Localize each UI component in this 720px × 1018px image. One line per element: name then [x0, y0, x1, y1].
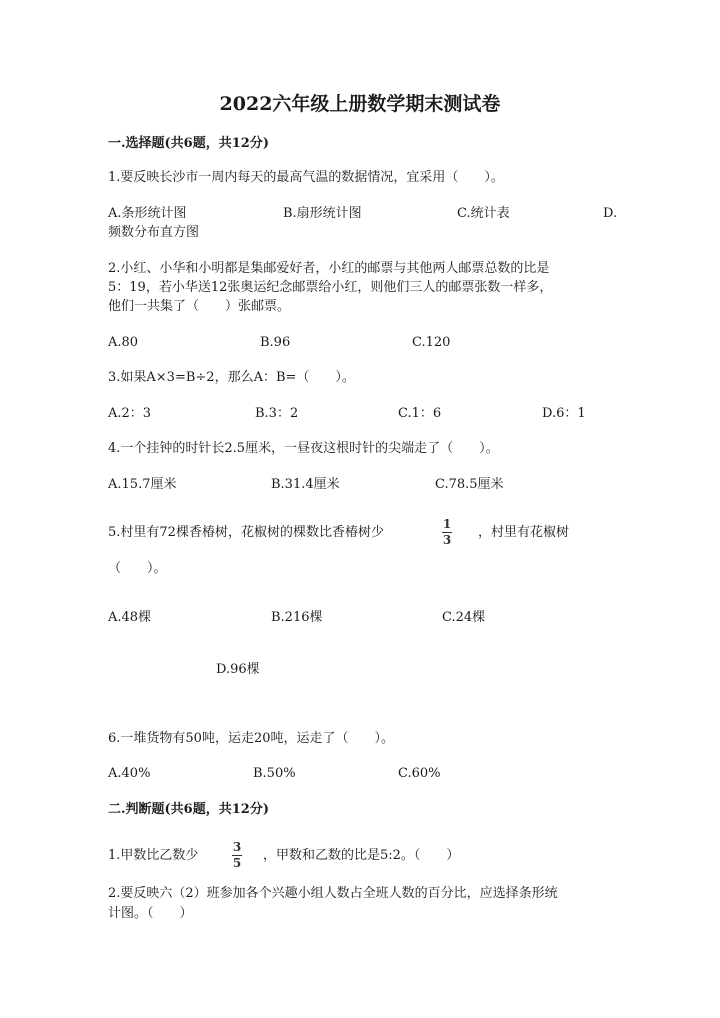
fraction-one-third — [442, 518, 452, 547]
q2-option-b: B.96 — [260, 335, 291, 350]
question-6-text: 6.一堆货物有50吨，运走20吨，运走了（ ）。 — [108, 731, 394, 746]
question-5-text-before: 5.村里有72棵香椿树，花椒树的棵数比香椿树少 — [108, 525, 384, 540]
q4-option-a: A.15.7厘米 — [108, 477, 177, 492]
q1-option-a: A.条形统计图 — [108, 206, 187, 221]
section-1-heading: 一.选择题(共6题，共12分) — [108, 136, 269, 151]
q3-option-d: D.6：1 — [542, 406, 586, 421]
question-3-text: 3.如果A×3=B÷2，那么A：B=（ ）。 — [108, 370, 355, 385]
judge-question-1-text-after: ，甲数和乙数的比是5:2。（ ） — [263, 848, 460, 863]
q1-option-d-text: 频数分布直方图 — [108, 225, 200, 240]
fraction-numerator: 3 — [232, 840, 242, 854]
fraction-denominator: 5 — [232, 856, 242, 870]
q2-option-a: A.80 — [108, 335, 139, 350]
judge-question-2-line-1: 2.要反映六（2）班参加各个兴趣小组人数占全班人数的百分比，应选择条形统 — [108, 886, 558, 901]
question-4-text: 4.一个挂钟的时针长2.5厘米，一昼夜这根时针的尖端走了（ ）。 — [108, 441, 499, 456]
q6-option-b: B.50% — [253, 766, 296, 781]
q5-option-b: B.216棵 — [271, 610, 323, 625]
fraction-numerator: 1 — [442, 517, 452, 531]
question-5-line-2: （ ）。 — [108, 561, 167, 576]
q6-option-c: C.60% — [398, 766, 441, 781]
q5-option-a: A.48棵 — [108, 610, 152, 625]
q5-option-d: D.96棵 — [216, 662, 260, 677]
q6-option-a: A.40% — [108, 766, 151, 781]
question-2-line-3: 他们一共集了（ ）张邮票。 — [108, 299, 291, 314]
question-2-line-2: 5：19，若小华送12张奥运纪念邮票给小红，则他们三人的邮票张数一样多， — [108, 280, 553, 295]
judge-question-1-text-before: 1.甲数比乙数少 — [108, 848, 199, 863]
q3-option-c: C.1：6 — [398, 406, 442, 421]
q1-option-d: D. — [603, 206, 618, 221]
q3-option-b: B.3：2 — [255, 406, 299, 421]
fraction-denominator: 3 — [442, 533, 452, 547]
q1-option-c: C.统计表 — [457, 206, 510, 221]
page-title: 2022六年级上册数学期末测试卷 — [219, 93, 501, 115]
question-2-line-1: 2.小红、小华和小明都是集邮爱好者，小红的邮票与其他两人邮票总数的比是 — [108, 261, 550, 276]
question-1-text: 1.要反映长沙市一周内每天的最高气温的数据情况，宜采用（ ）。 — [108, 170, 504, 185]
section-2-heading: 二.判断题(共6题，共12分) — [108, 802, 269, 817]
q4-option-b: B.31.4厘米 — [271, 477, 340, 492]
q2-option-c: C.120 — [412, 335, 451, 350]
fraction-three-fifths — [232, 841, 242, 870]
q1-option-b: B.扇形统计图 — [283, 206, 362, 221]
judge-question-2-line-2: 计图。（ ） — [108, 906, 193, 921]
question-5-text-after: ，村里有花椒树 — [478, 525, 570, 540]
q3-option-a: A.2：3 — [108, 406, 152, 421]
q5-option-c: C.24棵 — [442, 610, 486, 625]
q4-option-c: C.78.5厘米 — [435, 477, 504, 492]
